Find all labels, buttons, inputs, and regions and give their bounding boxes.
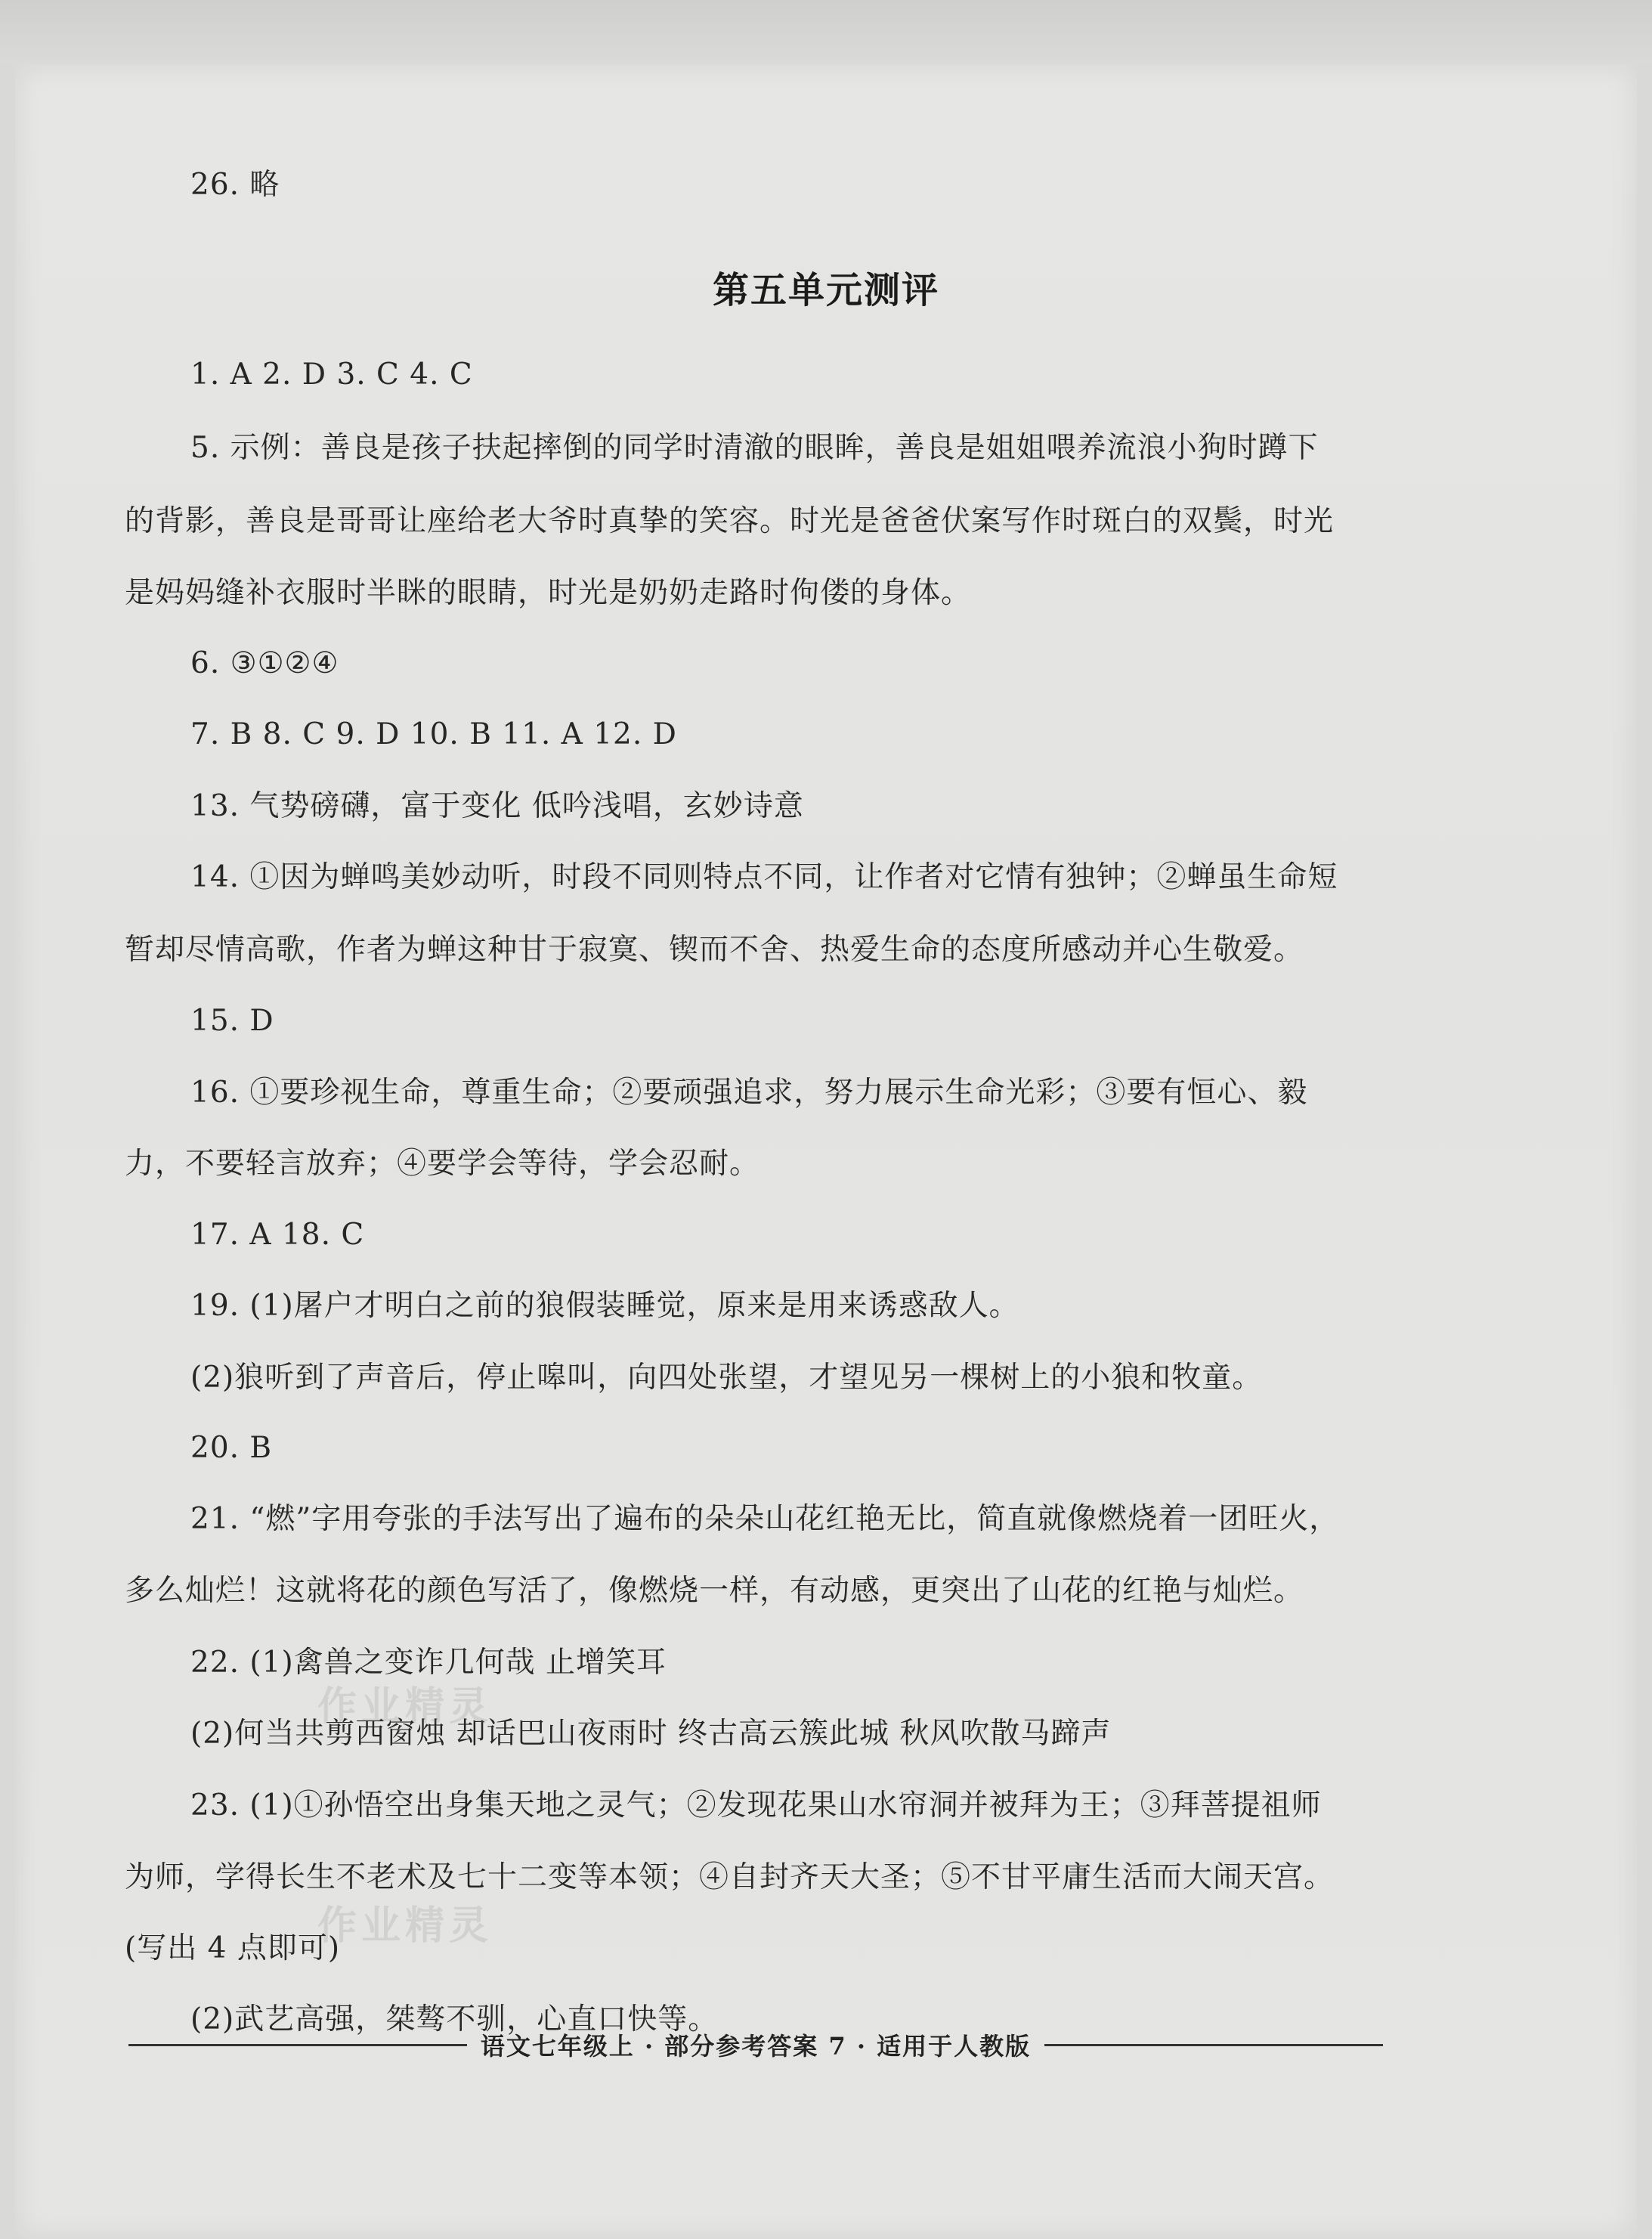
answer-line-17-18: 17. A 18. C bbox=[190, 1218, 365, 1252]
answer-line-16b: 力，不要轻言放弃；④要学会等待，学会忍耐。 bbox=[125, 1147, 760, 1181]
scan-top-strip bbox=[0, 0, 1652, 64]
answer-line-1-4: 1. A 2. D 3. C 4. C bbox=[190, 358, 473, 392]
answer-line-16a: 16. ①要珍视生命，尊重生命；②要顽强追求，努力展示生命光彩；③要有恒心、毅 bbox=[190, 1076, 1308, 1110]
footer-rule-left bbox=[128, 2044, 467, 2046]
answer-line-22-1: 22. (1)禽兽之变诈几何哉 止增笑耳 bbox=[190, 1646, 667, 1680]
answer-line-21a: 21. “燃”字用夸张的手法写出了遍布的朵朵山花红艳无比，简直就像燃烧着一团旺火， bbox=[190, 1502, 1340, 1536]
answer-line-15: 15. D bbox=[190, 1004, 274, 1038]
answer-line-7-12: 7. B 8. C 9. D 10. B 11. A 12. D bbox=[190, 717, 677, 751]
answer-line-14b: 暂却尽情高歌，作者为蝉这种甘于寂寞、锲而不舍、热爱生命的态度所感动并心生敬爱。 bbox=[125, 933, 1304, 967]
answer-line-19-2: (2)狼听到了声音后，停止嗥叫，向四处张望，才望见另一棵树上的小狼和牧童。 bbox=[190, 1361, 1263, 1395]
answer-line-22-2: (2)何当共剪西窗烛 却话巴山夜雨时 终古高云簇此城 秋风吹散马蹄声 bbox=[190, 1717, 1112, 1751]
page-footer bbox=[128, 2026, 1383, 2064]
watermark-2: 作业精灵 bbox=[317, 1903, 493, 1949]
answer-line-23-2: (2)武艺高强，桀骜不驯，心直口快等。 bbox=[190, 2002, 719, 2036]
answer-line-5b: 的背影，善良是哥哥让座给老大爷时真挚的笑容。时光是爸爸伏案写作时斑白的双鬓，时光 bbox=[125, 504, 1335, 538]
page-title: 第五单元测评 bbox=[712, 269, 939, 311]
answer-line-14a: 14. ①因为蝉鸣美妙动听，时段不同则特点不同，让作者对它情有独钟；②蝉虽生命短 bbox=[190, 860, 1338, 894]
answer-line-13: 13. 气势磅礴，富于变化 低吟浅唱，玄妙诗意 bbox=[190, 789, 804, 823]
answer-line-23-1a: 23. (1)①孙悟空出身集天地之灵气；②发现花果山水帘洞并被拜为王；③拜菩提祖师 bbox=[190, 1788, 1322, 1822]
answer-line-5a: 5. 示例：善良是孩子扶起摔倒的同学时清澈的眼眸，善良是姐姐喂养流浪小狗时蹲下 bbox=[190, 431, 1319, 465]
answer-line-19-1: 19. (1)屠户才明白之前的狼假装睡觉，原来是用来诱惑敌人。 bbox=[190, 1289, 1019, 1323]
answer-line-21b: 多么灿烂！这就将花的颜色写活了，像燃烧一样，有动感，更突出了山花的红艳与灿烂。 bbox=[125, 1574, 1304, 1608]
answer-line-23-1b: 为师，学得长生不老术及七十二变等本领；④自封齐天大圣；⑤不甘平庸生活而大闹天宫。 bbox=[125, 1860, 1335, 1894]
footer-text: 语文七年级上 · 部分参考答案 7 · 适用于人教版 bbox=[480, 2032, 1032, 2061]
answer-line-26: 26. 略 bbox=[190, 168, 280, 202]
footer-rule-right bbox=[1044, 2044, 1383, 2046]
answer-line-5c: 是妈妈缝补衣服时半眯的眼睛，时光是奶奶走路时佝偻的身体。 bbox=[125, 576, 972, 610]
answer-line-23-1c: (写出 4 点即可) bbox=[125, 1931, 341, 1965]
answer-line-6: 6. ③①②④ bbox=[190, 646, 339, 680]
watermark-1: 作业精灵 bbox=[317, 1684, 493, 1730]
answer-line-20: 20. B bbox=[190, 1431, 273, 1465]
